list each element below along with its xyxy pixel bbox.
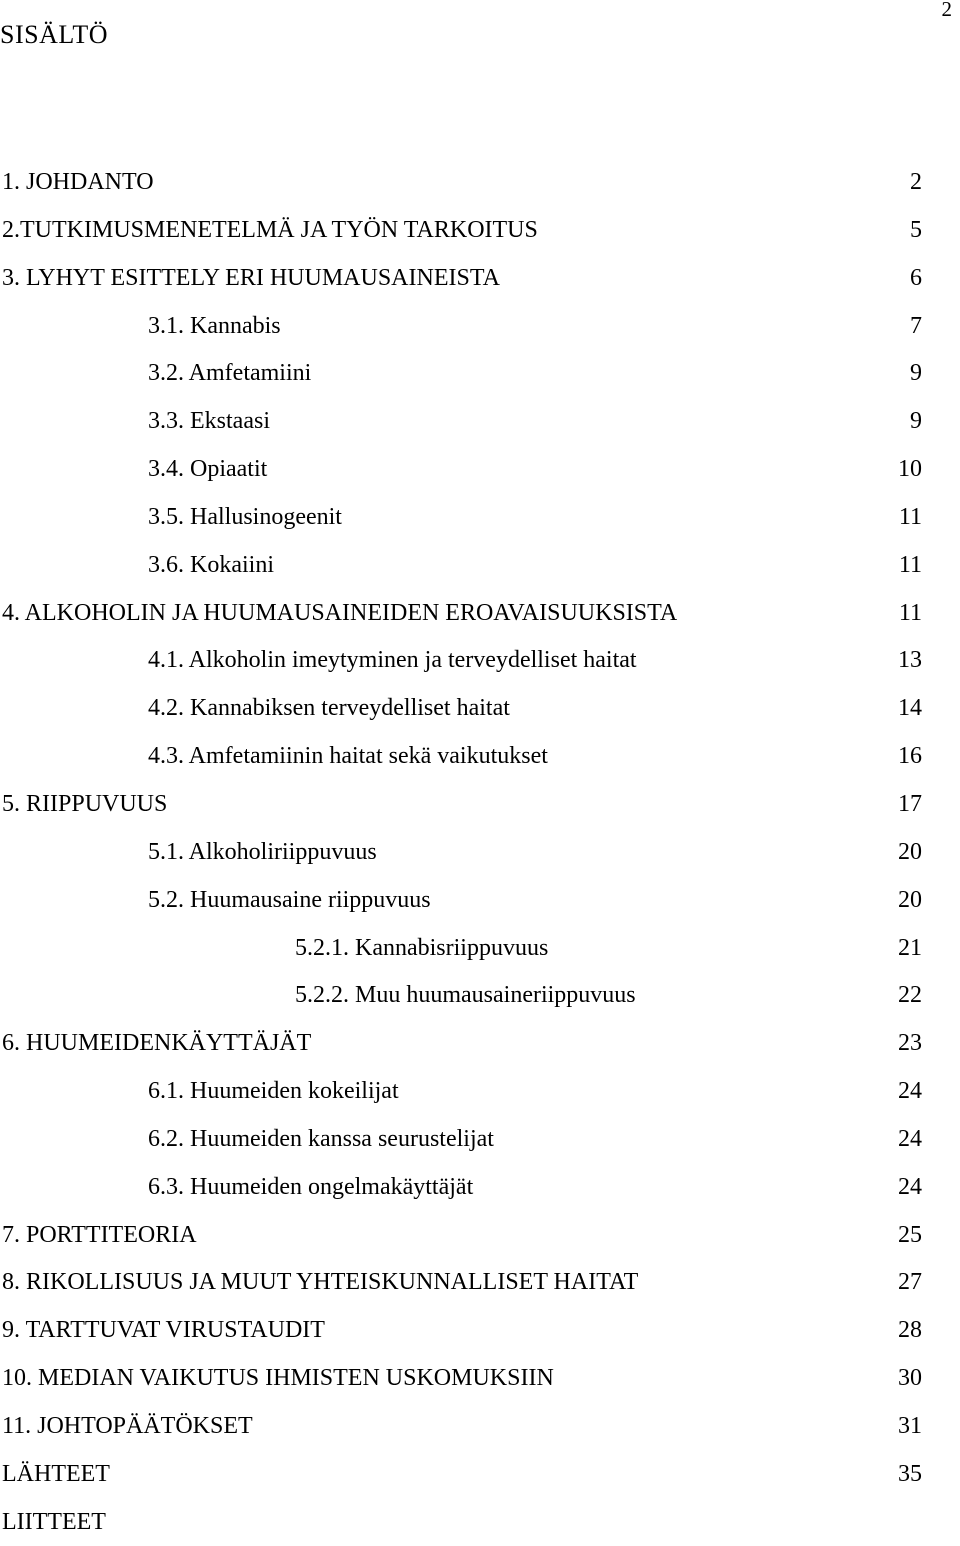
toc-entry-page: 20 [898, 838, 922, 865]
toc-entry [0, 685, 960, 733]
toc-entry [0, 1403, 960, 1451]
toc-entry-label: 11. JOHTOPÄÄTÖKSET [2, 1412, 253, 1439]
table-of-contents [0, 159, 960, 1546]
toc-entry-page: 20 [898, 886, 922, 913]
toc-entry-page: 7 [910, 312, 922, 339]
toc-entry-page: 31 [898, 1412, 922, 1439]
toc-entry-label: 5.1. Alkoholiriippuvuus [148, 838, 377, 865]
toc-entry [0, 590, 960, 638]
toc-entry-page: 9 [910, 408, 922, 435]
toc-entry-page: 24 [898, 1125, 922, 1152]
toc-entry-label: 1. JOHDANTO [2, 169, 154, 195]
toc-entry-page: 24 [898, 1173, 922, 1200]
toc-entry-page: 17 [898, 790, 922, 817]
toc-entry [0, 207, 960, 255]
toc-entry-page: 14 [898, 695, 922, 722]
toc-entry-page: 23 [898, 1030, 922, 1057]
toc-entry-label: 9. TARTTUVAT VIRUSTAUDIT [2, 1317, 325, 1344]
toc-entry-label: 4.2. Kannabiksen terveydelliset haitat [148, 695, 510, 722]
toc-entry-label: 3.6. Kokaiini [148, 551, 274, 578]
toc-entry-label: LIITTEET [2, 1508, 106, 1535]
page-number: 2 [941, 0, 952, 21]
toc-entry-label: 3. LYHYT ESITTELY ERI HUUMAUSAINEISTA [2, 264, 500, 291]
toc-entry [0, 1259, 960, 1307]
toc-entry-label: 4.3. Amfetamiinin haitat sekä vaikutukset [148, 743, 548, 770]
toc-entry [0, 1164, 960, 1212]
toc-entry [0, 542, 960, 590]
toc-entry [0, 637, 960, 685]
toc-entry-label: 6. HUUMEIDENKÄYTTÄJÄT [2, 1030, 312, 1057]
toc-entry-page: 30 [898, 1365, 922, 1392]
toc-entry-page: 2 [910, 169, 922, 195]
toc-entry [0, 733, 960, 781]
toc-entry [0, 1020, 960, 1068]
toc-entry [0, 398, 960, 446]
toc-entry-page: 27 [898, 1269, 922, 1296]
toc-entry-label: 5.2. Huumausaine riippuvuus [148, 886, 431, 913]
toc-entry-page: 6 [910, 264, 922, 291]
toc-entry-page: 10 [898, 456, 922, 483]
toc-entry-page: 21 [898, 934, 922, 961]
toc-entry [0, 1116, 960, 1164]
toc-entry [0, 877, 960, 925]
toc-entry-label: 3.2. Amfetamiini [148, 360, 312, 387]
toc-entry-label: 6.1. Huumeiden kokeilijat [148, 1078, 399, 1105]
toc-entry-page: 22 [898, 982, 922, 1009]
toc-entry-label: 3.1. Kannabis [148, 312, 281, 339]
toc-entry-page: 11 [898, 599, 922, 626]
toc-entry-page: 16 [898, 743, 922, 770]
toc-entry-page: 13 [898, 647, 922, 674]
toc-entry [0, 350, 960, 398]
toc-entry-label: 3.4. Opiaatit [148, 456, 268, 483]
toc-entry-label: 4. ALKOHOLIN JA HUUMAUSAINEIDEN EROAVAISUUKSISTA [2, 599, 678, 626]
toc-entry [0, 972, 960, 1020]
toc-entry-page: 25 [898, 1221, 922, 1248]
toc-entry-label: 2.TUTKIMUSMENETELMÄ JA TYÖN TARKOITUS [2, 216, 538, 243]
toc-entry [0, 1068, 960, 1116]
toc-entry [0, 494, 960, 542]
toc-entry [0, 1355, 960, 1403]
toc-entry-label: 7. PORTTITEORIA [2, 1221, 197, 1248]
toc-entry-page: 35 [898, 1460, 922, 1487]
toc-entry [0, 1451, 960, 1499]
toc-entry [0, 1499, 960, 1546]
toc-entry [0, 925, 960, 973]
toc-entry [0, 781, 960, 829]
toc-entry-label: 6.3. Huumeiden ongelmakäyttäjät [148, 1173, 474, 1200]
toc-entry-label: 4.1. Alkoholin imeytyminen ja terveydelliset haitat [148, 647, 637, 674]
toc-entry-label: 5. RIIPPUVUUS [2, 790, 168, 817]
toc-entry-label: 3.5. Hallusinogeenit [148, 503, 342, 530]
toc-entry-page: 11 [898, 551, 922, 578]
toc-title: SISÄLTÖ [0, 20, 109, 49]
toc-entry [0, 1307, 960, 1355]
toc-entry-label: LÄHTEET [2, 1460, 110, 1487]
toc-entry-page: 11 [898, 503, 922, 530]
toc-entry-page: 28 [898, 1317, 922, 1344]
toc-entry [0, 159, 960, 207]
toc-entry [0, 303, 960, 351]
toc-entry-label: 10. MEDIAN VAIKUTUS IHMISTEN USKOMUKSIIN [2, 1365, 554, 1392]
toc-entry-label: 8. RIKOLLISUUS JA MUUT YHTEISKUNNALLISET HAITAT [2, 1269, 639, 1296]
toc-entry-label: 5.2.1. Kannabisriippuvuus [295, 934, 549, 961]
toc-entry-label: 3.3. Ekstaasi [148, 408, 270, 435]
toc-entry-label: 5.2.2. Muu huumausaineriippuvuus [295, 982, 636, 1009]
toc-entry [0, 255, 960, 303]
toc-entry [0, 829, 960, 877]
toc-entry [0, 1212, 960, 1260]
toc-entry-page: 5 [910, 216, 922, 243]
toc-entry-page: 9 [910, 360, 922, 387]
toc-entry-label: 6.2. Huumeiden kanssa seurustelijat [148, 1125, 494, 1152]
toc-entry-page: 24 [898, 1078, 922, 1105]
toc-entry [0, 446, 960, 494]
